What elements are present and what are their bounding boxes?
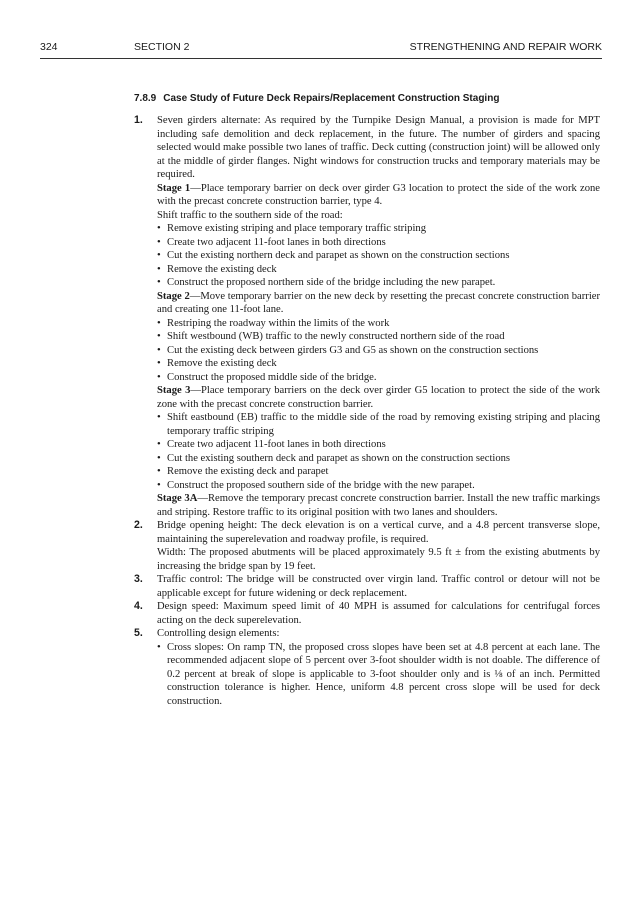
shift-traffic-text: Shift traffic to the southern side of the road: (157, 209, 343, 221)
item-4-text: Design speed: Maximum speed limit of 40 MPH is assumed for calculations for centrifugal forces acting on the deck superelevation. (157, 601, 600, 626)
list-item-5 (134, 627, 600, 708)
body-content (134, 114, 601, 708)
stage-3a-label: Stage 3A (157, 493, 198, 504)
stage-2-label: Stage 2 (157, 290, 190, 302)
header-rule (40, 58, 602, 59)
bullet-item: • Cross slopes: On ramp TN, the proposed cross slopes have been set at 4.8 percent at each lane. The recommended adjacent slope of 5 percent over 3-foot shoulder width is not doable. The difference of 0.2 percent at break of slope is applicable to 3-foot shoulder only and is ⅛ of an inch. Permitted construction tolerance is higher. Hence, uniform 4.8 percent cross slope will be used for deck construction. (157, 641, 600, 709)
bullet-item: • Remove the existing deck and parapet (157, 465, 600, 479)
stage-1-label: Stage 1 (157, 182, 191, 194)
bullet-item: • Create two adjacent 11-foot lanes in both directions (157, 236, 600, 250)
bullet-item: • Shift eastbound (EB) traffic to the middle side of the road by removing existing striping and placing temporary traffic striping (157, 411, 600, 438)
section-label: SECTION 2 (134, 41, 190, 53)
item-number: 2. (134, 519, 143, 531)
stage-1-bullets (157, 222, 600, 290)
item-number: 5. (134, 627, 143, 639)
item-2-text: Bridge opening height: The deck elevation is on a vertical curve, and a 4.8 percent transverse slope, maintaining the superelevation and roadway profile, is required. (157, 520, 600, 545)
list-item-2 (134, 519, 600, 573)
stage-3-paragraph (157, 384, 600, 411)
item-number: 3. (134, 573, 143, 585)
stage-3-label: Stage 3 (157, 385, 191, 396)
stage-1-paragraph (157, 182, 600, 209)
bullet-item: • Cut the existing southern deck and parapet as shown on the construction sections (157, 452, 600, 466)
stage-3-text: —Place temporary barriers on the deck over girder G5 location to protect the side of the work zone with the precast concrete construction barrier. (157, 385, 600, 410)
bullet-item: • Remove existing striping and place temporary traffic striping (157, 222, 600, 236)
section-title: Case Study of Future Deck Repairs/Replacement Construction Staging (163, 93, 500, 104)
stage-1-text: —Place temporary barrier on deck over girder G3 location to protect the side of the work zone with the precast concrete construction barrier, type 4. (157, 182, 600, 207)
stage-2-bullets (157, 317, 600, 385)
bullet-item: • Construct the proposed northern side of the bridge including the new parapet. (157, 276, 600, 290)
running-header (40, 40, 602, 54)
page-number: 324 (40, 41, 58, 53)
bullet-item: • Restriping the roadway within the limits of the work (157, 317, 600, 331)
item-1-intro: Seven girders alternate: As required by the Turnpike Design Manual, a provision is made for MPT including safe demolition and deck replacement, in the future. The number of girders and spacing selected would make possible two lanes of traffic. Deck cutting (construction joint) will be allowed only at the middle of girder flanges. Night windows for construction trucks and temporary materials may be required. (157, 115, 600, 180)
bullet-item: • Cut the existing northern deck and parapet as shown on the construction sections (157, 249, 600, 263)
stage-2-paragraph (157, 290, 600, 317)
bullet-item: • Construct the proposed southern side of the bridge with the new parapet. (157, 479, 600, 493)
stage-3a-text: —Remove the temporary precast concrete construction barrier. Install the new traffic markings and striping. Restore traffic to its original position with two lanes and shoulders. (157, 493, 601, 518)
item-5-bullets (157, 641, 600, 709)
list-item-4 (134, 600, 600, 627)
stage-3a-paragraph (157, 492, 600, 519)
bullet-item: • Remove the existing deck (157, 263, 600, 277)
bullet-item: • Shift westbound (WB) traffic to the newly constructed northern side of the road (157, 330, 600, 344)
bullet-item: • Construct the proposed middle side of the bridge. (157, 371, 600, 385)
section-heading (134, 92, 604, 105)
section-number: 7.8.9 (134, 93, 157, 104)
item-2-width-text: Width: The proposed abutments will be placed approximately 9.5 ft ± from the existing abutments by increasing the bridge span by 19 feet. (157, 547, 600, 572)
list-item-1 (134, 114, 601, 519)
bullet-item: • Create two adjacent 11-foot lanes in both directions (157, 438, 600, 452)
bullet-item: • Remove the existing deck (157, 357, 600, 371)
stage-3-bullets (157, 411, 600, 492)
stage-2-text: —Move temporary barrier on the new deck by resetting the precast concrete construction barrier and creating one 11-foot lane. (157, 290, 600, 315)
item-5-text: Controlling design elements: (157, 628, 280, 639)
item-3-text: Traffic control: The bridge will be constructed over virgin land. Traffic control or detour will not be applicable except for future widening or deck replacement. (157, 574, 600, 599)
item-number: 4. (134, 600, 143, 612)
list-item-3 (134, 573, 600, 600)
chapter-title: STRENGTHENING AND REPAIR WORK (409, 41, 602, 53)
item-number: 1. (134, 114, 143, 126)
bullet-item: • Cut the existing deck between girders G3 and G5 as shown on the construction sections (157, 344, 600, 358)
